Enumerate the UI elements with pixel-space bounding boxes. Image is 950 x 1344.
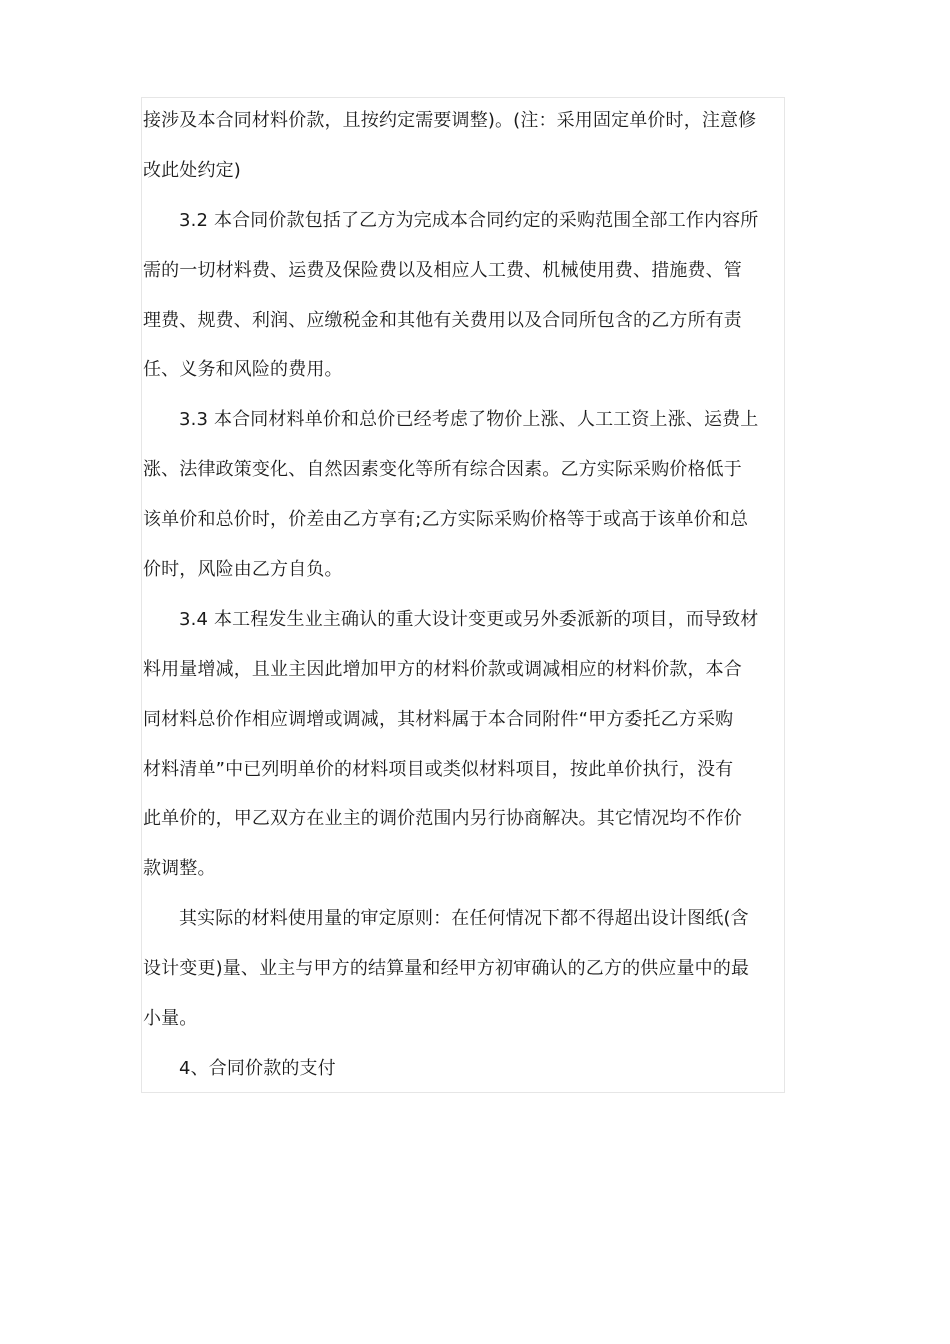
text-line: 设计变更)量、业主与甲方的结算量和经甲方初审确认的乙方的供应量中的最 [143, 958, 750, 980]
text-line: 材料清单”中已列明单价的材料项目或类似材料项目，按此单价执行，没有 [143, 758, 734, 780]
text-line: 款调整。 [143, 858, 216, 880]
text-line: 接涉及本合同材料价款，且按约定需要调整)。(注：采用固定单价时，注意修 [143, 110, 757, 131]
text-line: 3.4 本工程发生业主确认的重大设计变更或另外委派新的项目，而导致材 [179, 608, 759, 630]
text-line: 料用量增减，且业主因此增加甲方的材料价款或调减相应的材料价款，本合 [143, 658, 742, 680]
text-line: 价时，风险由乙方自负。 [143, 559, 343, 581]
section-heading: 4、合同价款的支付 [179, 1057, 336, 1079]
document-body [143, 96, 785, 1094]
text-line: 需的一切材料费、运费及保险费以及相应人工费、机械使用费、措施费、管 [143, 259, 742, 281]
text-line: 小量。 [143, 1008, 198, 1030]
text-line: 3.3 本合同材料单价和总价已经考虑了物价上涨、人工工资上涨、运费上 [179, 409, 759, 431]
text-line: 改此处约定) [143, 159, 241, 181]
text-line: 该单价和总价时，价差由乙方享有;乙方实际采购价格等于或高于该单价和总 [143, 509, 749, 531]
text-line: 任、义务和风险的费用。 [143, 359, 343, 381]
text-line: 同材料总价作相应调增或调减，其材料属于本合同附件“甲方委托乙方采购 [143, 708, 734, 730]
text-line: 此单价的，甲乙双方在业主的调价范围内另行协商解决。其它情况均不作价 [143, 808, 742, 830]
text-line: 涨、法律政策变化、自然因素变化等所有综合因素。乙方实际采购价格低于 [143, 459, 742, 481]
text-line: 理费、规费、利润、应缴税金和其他有关费用以及合同所包含的乙方所有责 [143, 309, 742, 331]
text-line: 其实际的材料使用量的审定原则：在任何情况下都不得超出设计图纸(含 [179, 908, 749, 930]
text-line: 3.2 本合同价款包括了乙方为完成本合同约定的采购范围全部工作内容所 [179, 209, 759, 231]
